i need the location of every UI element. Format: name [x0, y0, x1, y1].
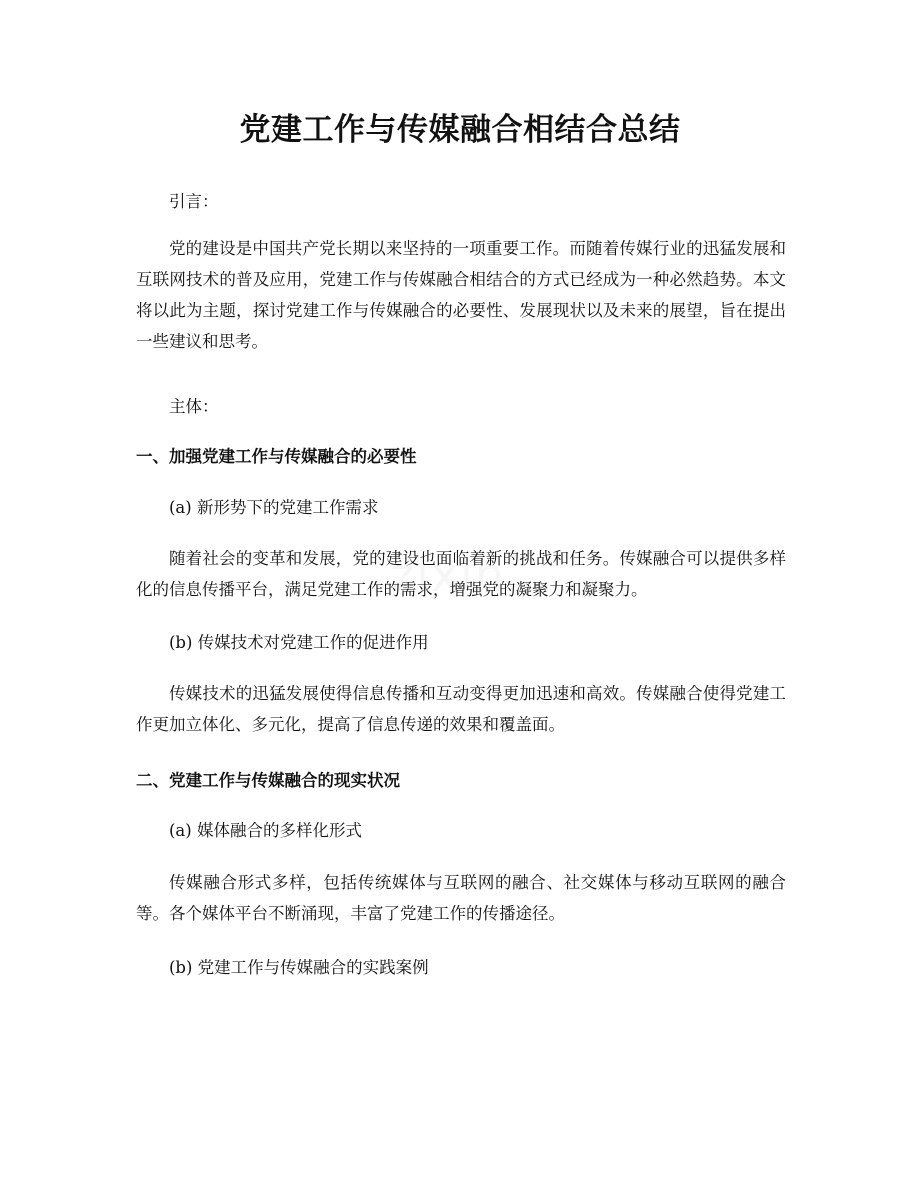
section-heading: 二、党建工作与传媒融合的现实状况	[136, 771, 400, 790]
subsection-paragraph: 传媒融合形式多样，包括传统媒体与互联网的融合、社交媒体与移动互联网的融合等。各个媒体平台不断涌现，丰富了党建工作的传播途径。	[136, 873, 786, 923]
subsection-paragraph: 随着社会的变革和发展，党的建设也面临着新的挑战和任务。传媒融合可以提供多样化的信息传播平台，满足党建工作的需求，增强党的凝聚力和凝聚力。	[136, 549, 786, 599]
intro-label: 引言：	[169, 192, 219, 211]
subsection-heading: (b) 传媒技术对党建工作的促进作用	[169, 633, 429, 652]
subsection-paragraph: 传媒技术的迅猛发展使得信息传播和互动变得更加迅速和高效。传媒融合使得党建工作更加立体化、多元化，提高了信息传递的效果和覆盖面。	[136, 684, 786, 734]
subsection-heading: (b) 党建工作与传媒融合的实践案例	[169, 958, 429, 977]
subsection-heading: (a) 媒体融合的多样化形式	[169, 821, 362, 840]
intro-paragraph: 党的建设是中国共产党长期以来坚持的一项重要工作。而随着传媒行业的迅猛发展和互联网技术的普及应用，党建工作与传媒融合相结合的方式已经成为一种必然趋势。本文将以此为主题，探讨党建工作与传媒融合的必要性、发展现状以及未来的展望，旨在提出一些建议和思考。	[136, 239, 786, 351]
body-label: 主体：	[169, 397, 219, 416]
page-title: 党建工作与传媒融合相结合总结	[239, 112, 681, 148]
subsection-heading: (a) 新形势下的党建工作需求	[169, 498, 379, 517]
section-heading: 一、加强党建工作与传媒融合的必要性	[136, 447, 417, 466]
